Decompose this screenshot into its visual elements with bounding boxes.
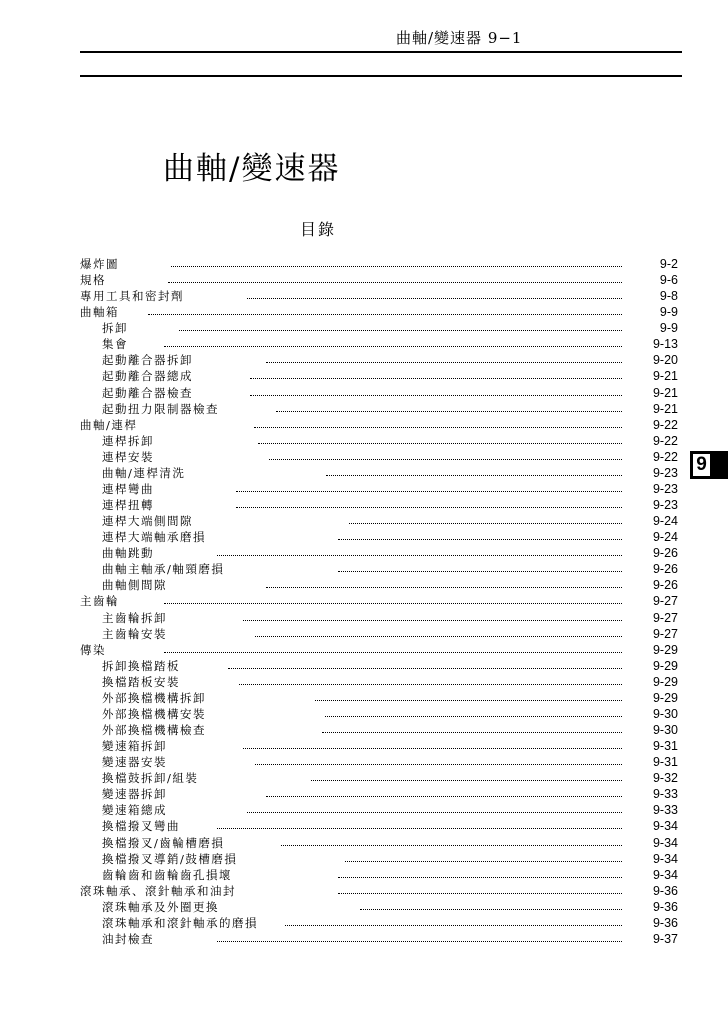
toc-entry[interactable] bbox=[0, 497, 728, 513]
toc-entry-page: 9-22 bbox=[652, 417, 678, 432]
toc-entry-page: 9-24 bbox=[652, 514, 678, 529]
dot-leader bbox=[258, 443, 622, 444]
dot-leader bbox=[239, 684, 622, 685]
toc-entry[interactable] bbox=[0, 818, 728, 834]
toc-entry-page: 9-2 bbox=[659, 257, 678, 271]
toc-entry-label: 集會 bbox=[102, 337, 128, 352]
dot-leader bbox=[311, 780, 622, 781]
toc-entry-page: 9-24 bbox=[652, 530, 678, 545]
toc-entry-page: 9-23 bbox=[652, 498, 678, 513]
toc-entry-page: 9-26 bbox=[652, 546, 678, 561]
dot-leader bbox=[243, 748, 622, 749]
toc-heading: 目錄 bbox=[300, 220, 337, 239]
header-rule-bottom bbox=[80, 75, 682, 77]
toc-entry-page: 9-20 bbox=[652, 353, 678, 368]
toc-entry[interactable] bbox=[0, 304, 728, 320]
toc-entry-page: 9-23 bbox=[652, 465, 678, 480]
section-tab-number: 9 bbox=[693, 454, 710, 476]
toc-entry-label: 滾珠軸承和滾針軸承的磨損 bbox=[102, 915, 258, 930]
toc-entry-label: 換檔撥叉導銷/鼓槽磨損 bbox=[102, 851, 238, 866]
dot-leader bbox=[168, 282, 622, 283]
toc-entry[interactable] bbox=[0, 931, 728, 947]
dot-leader bbox=[243, 620, 622, 621]
toc-entry-page: 9-21 bbox=[652, 369, 678, 384]
toc-entry-label: 連桿扭轉 bbox=[102, 498, 154, 513]
toc-entry-label: 起動離合器總成 bbox=[102, 369, 193, 384]
toc-entry-label: 變速器拆卸 bbox=[102, 787, 167, 802]
dot-leader bbox=[349, 523, 622, 524]
toc-entry-label: 連桿安裝 bbox=[102, 449, 154, 464]
dot-leader bbox=[266, 796, 622, 797]
toc-entry[interactable] bbox=[0, 851, 728, 867]
dot-leader bbox=[326, 475, 622, 476]
toc-entry-label: 換檔鼓拆卸/組裝 bbox=[102, 771, 199, 786]
toc-entry[interactable] bbox=[0, 674, 728, 690]
toc-entry-label: 起動扭力限制器檢查 bbox=[102, 401, 219, 416]
toc-entry-page: 9-22 bbox=[652, 449, 678, 464]
toc-entry[interactable] bbox=[0, 754, 728, 770]
toc-entry-page: 9-37 bbox=[652, 931, 678, 946]
toc-entry-label: 換檔撥叉/齒輪槽磨損 bbox=[102, 835, 225, 850]
toc-entry-page: 9-9 bbox=[659, 305, 678, 320]
section-tab bbox=[690, 451, 728, 479]
toc-entry-page: 9-29 bbox=[652, 642, 678, 657]
toc-entry-label: 換檔撥叉彎曲 bbox=[102, 819, 180, 834]
toc-entry-label: 油封檢查 bbox=[102, 931, 154, 946]
toc-entry-page: 9-27 bbox=[652, 626, 678, 641]
toc-entry[interactable] bbox=[0, 385, 728, 401]
toc-entry-label: 滾珠軸承、滾針軸承和油封 bbox=[80, 883, 236, 898]
dot-leader bbox=[250, 378, 622, 379]
toc-entry[interactable] bbox=[0, 256, 728, 272]
toc-entry[interactable] bbox=[0, 449, 728, 465]
toc-entry-page: 9-21 bbox=[652, 385, 678, 400]
toc-entry-page: 9-27 bbox=[652, 594, 678, 609]
dot-leader bbox=[338, 877, 622, 878]
dot-leader bbox=[285, 925, 622, 926]
dot-leader bbox=[217, 828, 622, 829]
toc-entry-label: 外部換檔機構檢查 bbox=[102, 723, 206, 738]
toc-entry[interactable] bbox=[0, 320, 728, 336]
toc-entry-label: 主齒輪安裝 bbox=[102, 626, 167, 641]
toc-entry[interactable] bbox=[0, 481, 728, 497]
toc-entry[interactable] bbox=[0, 368, 728, 384]
toc-entry[interactable] bbox=[0, 610, 728, 626]
dot-leader bbox=[164, 652, 622, 653]
toc-entry[interactable] bbox=[0, 690, 728, 706]
toc-entry[interactable] bbox=[0, 577, 728, 593]
toc-entry-page: 9-34 bbox=[652, 867, 678, 882]
chapter-title: 曲軸/變速器 bbox=[163, 151, 341, 187]
toc-entry-label: 變速器安裝 bbox=[102, 755, 167, 770]
toc-entry[interactable] bbox=[0, 529, 728, 545]
toc-entry-label: 曲軸/連桿清洗 bbox=[102, 465, 186, 480]
toc-entry-page: 9-34 bbox=[652, 819, 678, 834]
toc-entry-page: 9-31 bbox=[652, 755, 678, 770]
toc-entry[interactable] bbox=[0, 835, 728, 851]
dot-leader bbox=[228, 668, 622, 669]
toc-entry-label: 變速箱拆卸 bbox=[102, 739, 167, 754]
toc-entry-label: 換檔踏板安裝 bbox=[102, 674, 180, 689]
toc-entry[interactable] bbox=[0, 545, 728, 561]
dot-leader bbox=[247, 298, 622, 299]
toc-entry-label: 專用工具和密封劑 bbox=[80, 289, 184, 304]
toc-entry[interactable] bbox=[0, 738, 728, 754]
toc-entry-label: 拆卸換檔踏板 bbox=[102, 658, 180, 673]
toc-entry-label: 曲軸跳動 bbox=[102, 546, 154, 561]
toc-entry-page: 9-30 bbox=[652, 706, 678, 721]
toc-entry[interactable] bbox=[0, 899, 728, 915]
toc-entry-label: 起動離合器檢查 bbox=[102, 385, 193, 400]
toc-entry[interactable] bbox=[0, 883, 728, 899]
toc-entry-label: 曲軸箱 bbox=[80, 305, 119, 320]
toc-entry[interactable] bbox=[0, 561, 728, 577]
toc-entry[interactable] bbox=[0, 433, 728, 449]
dot-leader bbox=[338, 893, 622, 894]
toc-entry-label: 傳染 bbox=[80, 642, 106, 657]
dot-leader bbox=[236, 507, 622, 508]
toc-entry-page: 9-21 bbox=[652, 401, 678, 416]
toc-entry-page: 9-33 bbox=[652, 803, 678, 818]
toc-entry-label: 齒輪齒和齒輪齒孔損壞 bbox=[102, 867, 232, 882]
toc-entry-page: 9-22 bbox=[652, 433, 678, 448]
dot-leader bbox=[255, 764, 622, 765]
toc-entry-label: 變速箱總成 bbox=[102, 803, 167, 818]
dot-leader bbox=[236, 491, 622, 492]
toc-entry-page: 9-30 bbox=[652, 723, 678, 738]
toc-entry-label: 連桿大端軸承磨損 bbox=[102, 530, 206, 545]
toc-entry-page: 9-13 bbox=[652, 337, 678, 352]
toc-entry-label: 外部換檔機構拆卸 bbox=[102, 690, 206, 705]
toc-entry-label: 連桿彎曲 bbox=[102, 481, 154, 496]
dot-leader bbox=[247, 812, 622, 813]
toc-entry-label: 曲軸/連桿 bbox=[80, 417, 138, 432]
toc-entry[interactable] bbox=[0, 288, 728, 304]
dot-leader bbox=[217, 555, 622, 556]
dot-leader bbox=[164, 603, 622, 604]
toc-entry-page: 9-8 bbox=[659, 289, 678, 304]
toc-entry-page: 9-29 bbox=[652, 674, 678, 689]
toc-entry-label: 滾珠軸承及外圈更換 bbox=[102, 899, 219, 914]
toc-entry-label: 外部換檔機構安裝 bbox=[102, 706, 206, 721]
toc-entry[interactable] bbox=[0, 272, 728, 288]
dot-leader bbox=[250, 395, 622, 396]
dot-leader bbox=[148, 314, 622, 315]
toc-entry[interactable] bbox=[0, 593, 728, 609]
dot-leader bbox=[171, 266, 622, 267]
toc-entry[interactable] bbox=[0, 336, 728, 352]
toc-entry-page: 9-36 bbox=[652, 883, 678, 898]
dot-leader bbox=[179, 330, 622, 331]
header-rule-top bbox=[80, 51, 682, 53]
toc-entry-page: 9-29 bbox=[652, 690, 678, 705]
dot-leader bbox=[338, 539, 622, 540]
toc-entry-label: 主齒輪拆卸 bbox=[102, 610, 167, 625]
dot-leader bbox=[345, 861, 622, 862]
toc-entry-page: 9-27 bbox=[652, 610, 678, 625]
dot-leader bbox=[266, 587, 622, 588]
toc-entry-page: 9-29 bbox=[652, 658, 678, 673]
dot-leader bbox=[322, 732, 622, 733]
toc-entry-page: 9-9 bbox=[659, 321, 678, 336]
toc-entry-page: 9-6 bbox=[659, 273, 678, 288]
dot-leader bbox=[266, 362, 622, 363]
toc-entry[interactable] bbox=[0, 722, 728, 738]
toc-entry-label: 曲軸主軸承/軸頸磨損 bbox=[102, 562, 225, 577]
dot-leader bbox=[164, 346, 622, 347]
toc-entry[interactable] bbox=[0, 770, 728, 786]
toc-entry-page: 9-26 bbox=[652, 578, 678, 593]
toc-entry[interactable] bbox=[0, 786, 728, 802]
toc-entry-page: 9-36 bbox=[652, 915, 678, 930]
toc-entry-label: 爆炸圖 bbox=[80, 257, 119, 271]
toc-entry[interactable] bbox=[0, 626, 728, 642]
toc-entry-label: 主齒輪 bbox=[80, 594, 119, 609]
running-header: 曲軸/變速器 9−1 bbox=[396, 29, 523, 47]
dot-leader bbox=[255, 636, 622, 637]
toc-entry-label: 規格 bbox=[80, 273, 106, 288]
toc-entry[interactable] bbox=[0, 401, 728, 417]
dot-leader bbox=[217, 941, 622, 942]
toc-entry-page: 9-36 bbox=[652, 899, 678, 914]
dot-leader bbox=[281, 845, 622, 846]
dot-leader bbox=[325, 716, 622, 717]
toc-entry-page: 9-31 bbox=[652, 739, 678, 754]
dot-leader bbox=[315, 700, 622, 701]
toc-entry-page: 9-33 bbox=[652, 787, 678, 802]
toc-entry-page: 9-32 bbox=[652, 771, 678, 786]
toc-entry-label: 起動離合器拆卸 bbox=[102, 353, 193, 368]
toc-entry[interactable] bbox=[0, 642, 728, 658]
toc-entry[interactable] bbox=[0, 915, 728, 931]
dot-leader bbox=[254, 427, 622, 428]
toc-entry[interactable] bbox=[0, 465, 728, 481]
toc-entry-page: 9-23 bbox=[652, 481, 678, 496]
toc-entry-label: 連桿大端側間隙 bbox=[102, 514, 193, 529]
toc-entry-page: 9-34 bbox=[652, 851, 678, 866]
dot-leader bbox=[360, 909, 622, 910]
toc-entry[interactable] bbox=[0, 513, 728, 529]
toc-entry-page: 9-34 bbox=[652, 835, 678, 850]
dot-leader bbox=[338, 571, 622, 572]
toc-entry[interactable] bbox=[0, 706, 728, 722]
toc-entry-label: 連桿拆卸 bbox=[102, 433, 154, 448]
toc-entry[interactable] bbox=[0, 802, 728, 818]
toc-entry-page: 9-26 bbox=[652, 562, 678, 577]
toc-entry[interactable] bbox=[0, 867, 728, 883]
toc-entry[interactable] bbox=[0, 417, 728, 433]
toc-entry[interactable] bbox=[0, 658, 728, 674]
dot-leader bbox=[276, 411, 622, 412]
toc-entry-label: 拆卸 bbox=[102, 321, 128, 336]
toc-entry-label: 曲軸側間隙 bbox=[102, 578, 167, 593]
toc-entry[interactable] bbox=[0, 352, 728, 368]
dot-leader bbox=[269, 459, 622, 460]
